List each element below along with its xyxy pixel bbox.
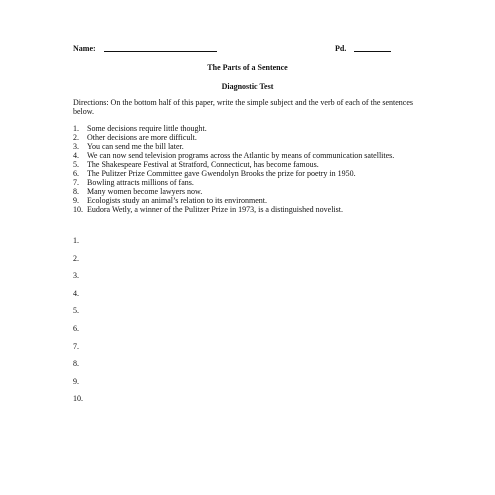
sentence-item — [73, 169, 453, 178]
answer-number: 6. — [73, 323, 79, 333]
answer-number: 10. — [73, 394, 83, 404]
answer-number: 9. — [73, 376, 79, 386]
sentence-number: 9. — [73, 196, 79, 205]
sentence-text: You can send me the bill later. — [87, 142, 184, 151]
sentence-item — [73, 160, 453, 169]
sentence-item — [73, 124, 453, 133]
sentence-item — [73, 196, 453, 205]
sentence-text: Some decisions require little thought. — [87, 124, 207, 133]
answer-number: 4. — [73, 288, 79, 298]
name-label: Name: — [73, 44, 96, 53]
sentence-text: Eudora Wetly, a winner of the Pulitzer Prize in 1973, is a distinguished novelist. — [87, 205, 343, 214]
sentence-text: Ecologists study an animal’s relation to its environment. — [87, 196, 267, 205]
sentence-number: 4. — [73, 151, 79, 160]
period-blank-line — [354, 51, 391, 52]
sentence-item — [73, 187, 453, 196]
answer-number: 7. — [73, 341, 79, 351]
sentence-number: 2. — [73, 133, 79, 142]
sentence-number: 1. — [73, 124, 79, 133]
worksheet-subtitle: Diagnostic Test — [221, 82, 274, 91]
sentence-number: 8. — [73, 187, 79, 196]
sentence-number: 5. — [73, 160, 79, 169]
sentence-text: Bowling attracts millions of fans. — [87, 178, 194, 187]
sentence-text: Other decisions are more difficult. — [87, 133, 197, 142]
sentence-number: 10. — [73, 205, 83, 214]
answer-number: 2. — [73, 253, 79, 263]
sentence-item — [73, 142, 453, 151]
sentence-item — [73, 178, 453, 187]
answer-number: 8. — [73, 359, 79, 369]
answer-number: 3. — [73, 271, 79, 281]
sentence-text: Many women become lawyers now. — [87, 187, 203, 196]
directions-text: Directions: On the bottom half of this paper, write the simple subject and the verb of each of the sentences below. — [73, 98, 414, 116]
answer-number: 5. — [73, 306, 79, 316]
sentence-number: 3. — [73, 142, 79, 151]
name-blank-line — [104, 51, 217, 52]
sentence-text: The Shakespeare Festival at Stratford, Connecticut, has become famous. — [87, 160, 319, 169]
sentence-text: We can now send television programs across the Atlantic by means of communication satellites. — [87, 151, 395, 160]
sentence-item — [73, 205, 453, 214]
sentence-number: 6. — [73, 169, 79, 178]
period-label: Pd. — [335, 44, 347, 53]
sentence-list — [73, 124, 453, 214]
sentence-item — [73, 151, 453, 160]
worksheet-title: The Parts of a Sentence — [207, 63, 288, 72]
answer-list — [73, 236, 83, 412]
answer-number: 1. — [73, 236, 79, 245]
sentence-text: The Pulitzer Prize Committee gave Gwendolyn Brooks the prize for poetry in 1950. — [87, 169, 356, 178]
sentence-item — [73, 133, 453, 142]
sentence-number: 7. — [73, 178, 79, 187]
